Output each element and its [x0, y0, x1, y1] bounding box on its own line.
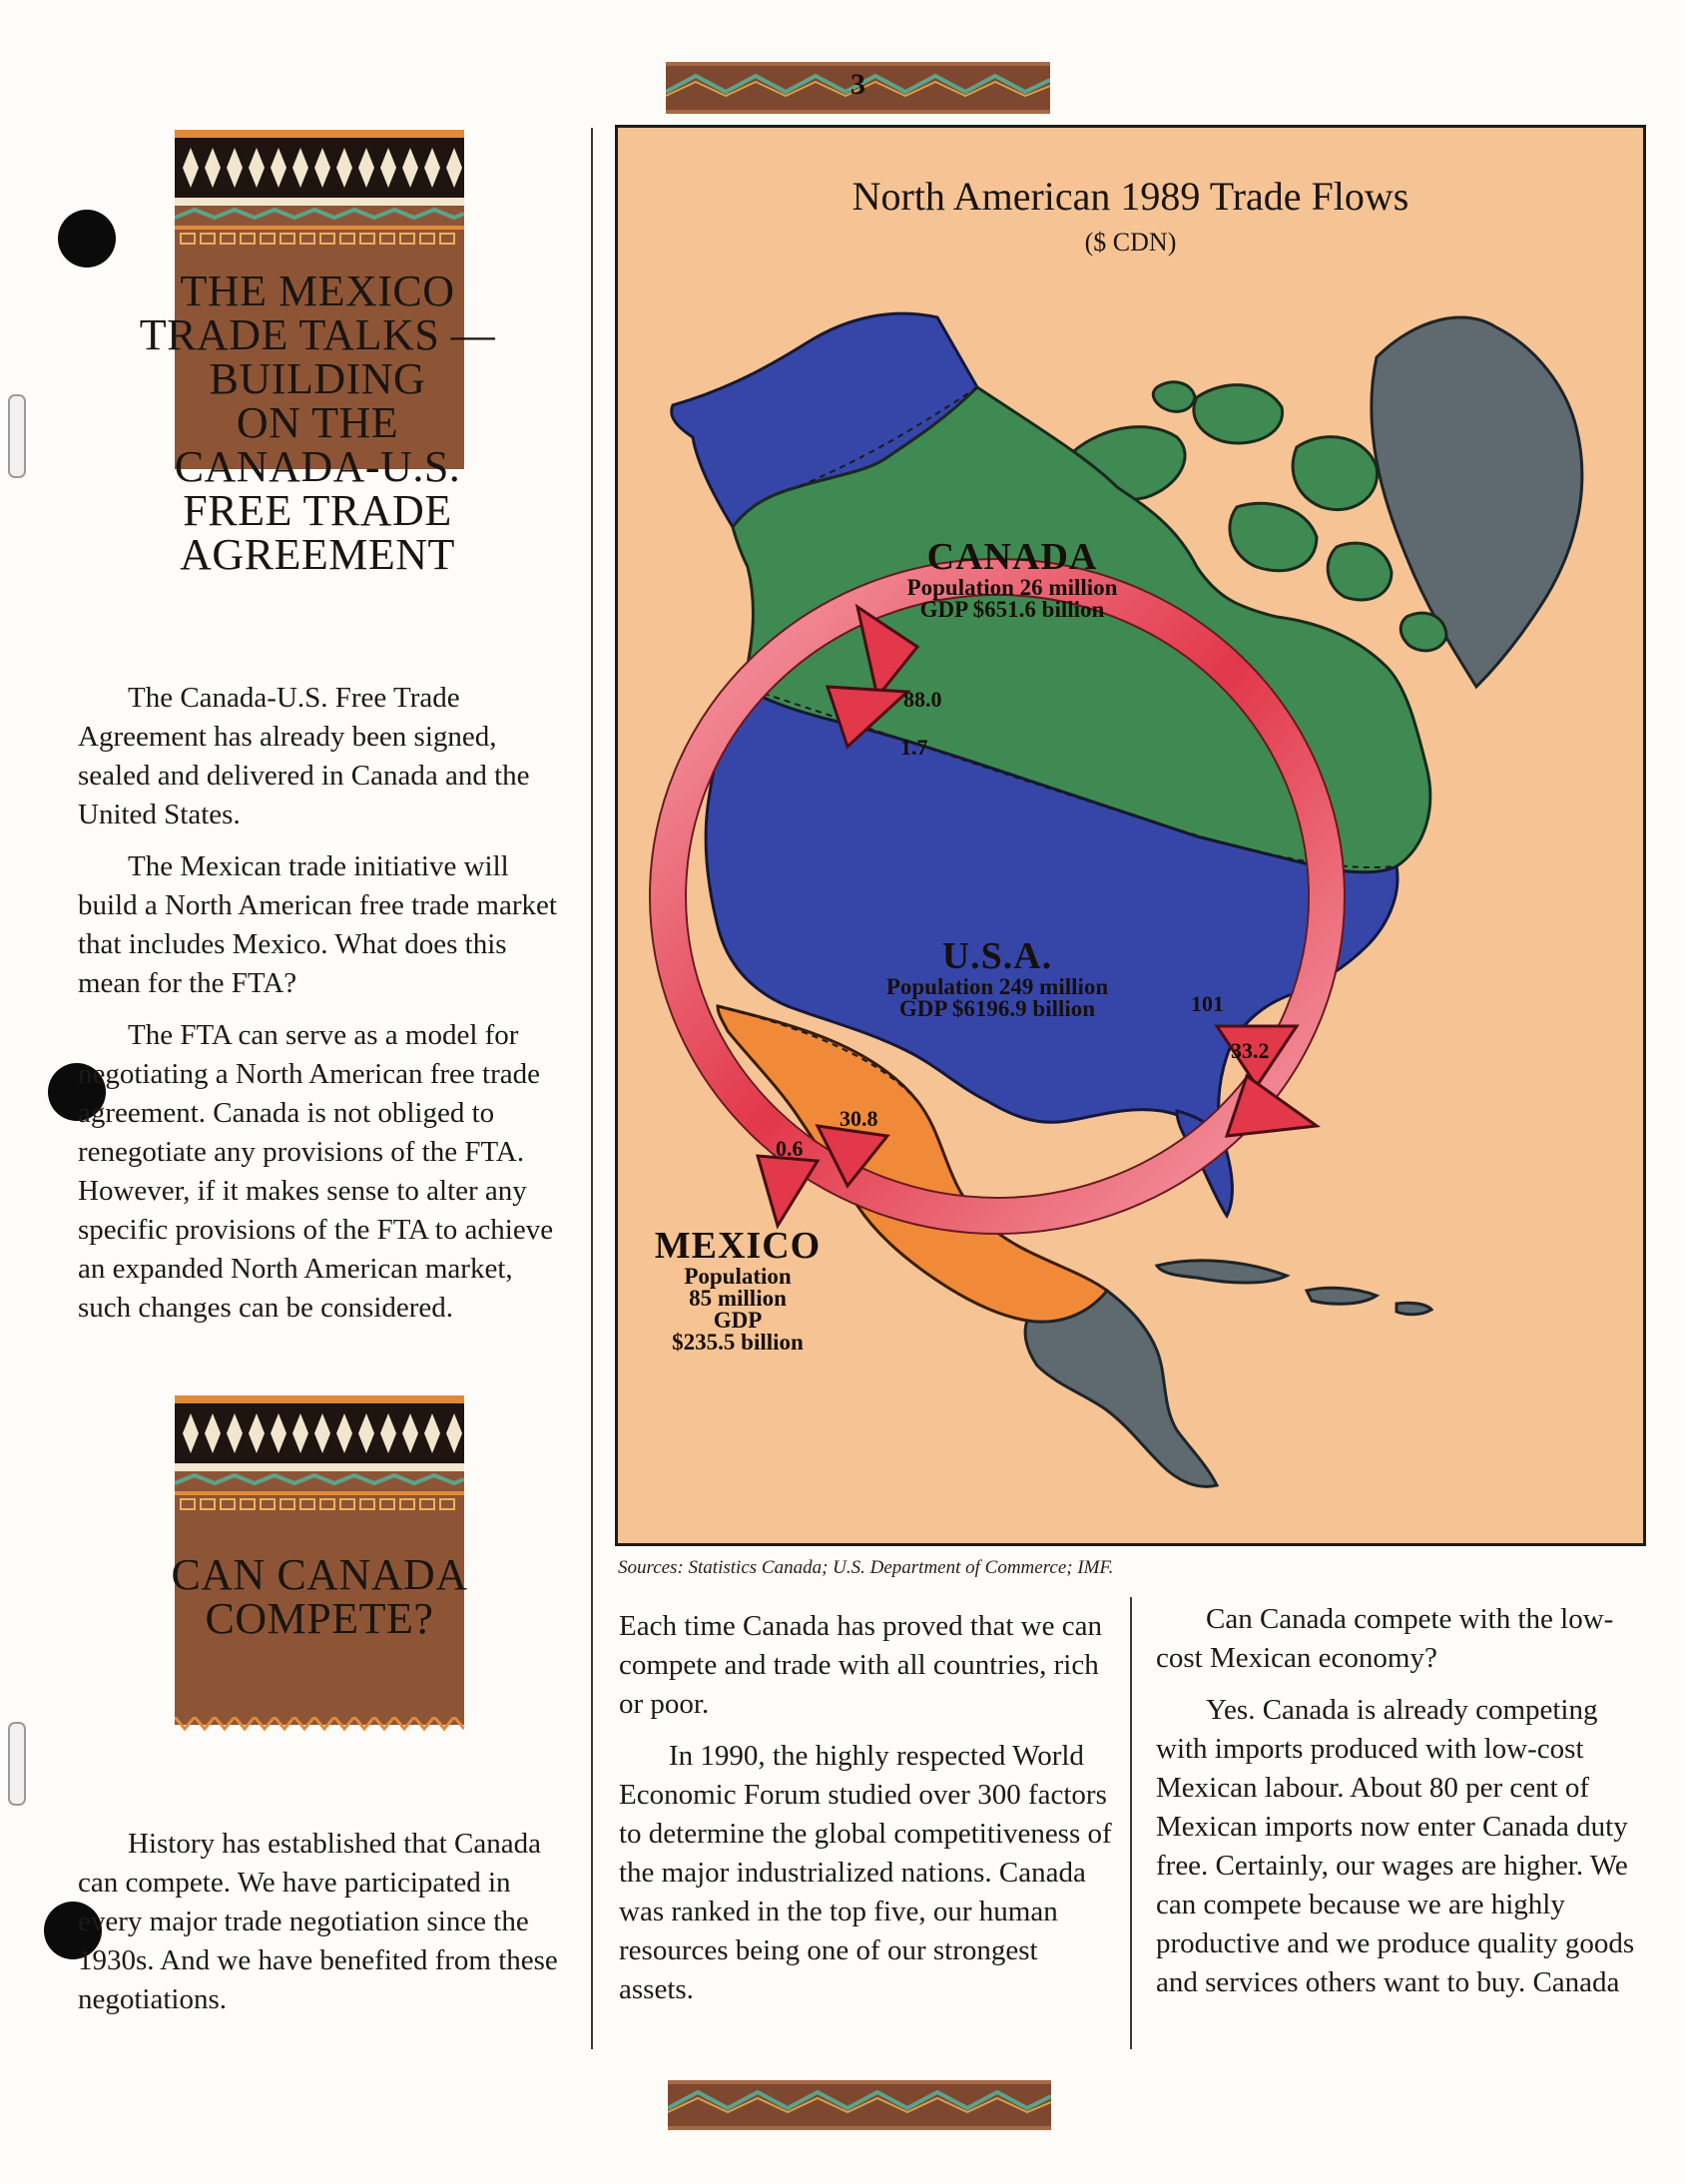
page-number-band	[666, 62, 1050, 114]
heading-line: AGREEMENT	[180, 530, 455, 579]
banner-ornament	[175, 1395, 464, 1505]
map-sources: Sources: Statistics Canada; U.S. Department of Commerce; IMF.	[618, 1557, 1114, 1578]
zigzag-edge-icon	[175, 1717, 464, 1733]
country-stat-line: Population	[684, 1264, 792, 1289]
heading-mexico-trade-talks	[88, 267, 547, 579]
banner-ornament	[175, 130, 464, 240]
country-name: U.S.A.	[941, 935, 1053, 977]
paragraph: Can Canada compete with the low-cost Mexican economy?	[1156, 1603, 1614, 1674]
flow-value-canada-to-usa: 101	[1191, 991, 1224, 1016]
heading-line: CANADA-U.S.	[174, 442, 461, 491]
country-name: CANADA	[926, 536, 1098, 578]
country-stat-line: 85 million	[689, 1286, 787, 1311]
flow-value-usa-to-mexico: 30.8	[840, 1106, 878, 1131]
paragraph: Each time Canada has proved that we can compete and trade with all countries, rich or poor.	[619, 1610, 1102, 1720]
column-divider-left	[591, 128, 593, 2049]
caribbean-islands-shape	[1157, 1261, 1431, 1315]
punch-hole-top	[58, 210, 116, 268]
heading-can-canada-compete	[120, 1550, 519, 1643]
central-america-shape	[1025, 1291, 1217, 1486]
flow-value-mexico-to-usa: 33.2	[1231, 1038, 1270, 1063]
heading-line: TRADE TALKS —	[139, 310, 496, 359]
page-number: 3	[850, 68, 865, 101]
binder-ring-bottom	[8, 1722, 26, 1806]
paragraph: The Mexican trade initiative will build a North American free trade market that includes Mexico. What does this mean for the FTA?	[78, 850, 557, 999]
right-column-text	[1156, 1600, 1650, 2015]
map-title: North American 1989 Trade Flows	[851, 174, 1409, 219]
left-section-2-text	[78, 1825, 567, 2032]
heading-line: FREE TRADE	[183, 486, 452, 535]
left-section-1-text	[78, 679, 559, 1341]
paragraph: History has established that Canada can compete. We have participated in every major trade negotiation since the 1930s. And we have benefited from these negotiations.	[78, 1828, 558, 2015]
paragraph: Yes. Canada is already competing with imports produced with low-cost Mexican labour. About 80 per cent of Mexican imports now enter Canada duty free. Certainly, our wages are higher. We can compete because we are highly productive and we produce quality goods and services others want to buy. Canada	[1156, 1694, 1635, 1998]
heading-line: CAN CANADA	[171, 1550, 468, 1599]
canada-label	[847, 537, 1177, 621]
heading-line: THE MEXICO	[180, 267, 455, 315]
column-divider-right	[1130, 1597, 1132, 2049]
country-population: Population 249 million	[885, 974, 1109, 999]
arrowhead-canada-to-mexico	[758, 1156, 818, 1226]
country-population: Population 26 million	[906, 575, 1118, 600]
zigzag-ornament-icon	[668, 2084, 1051, 2118]
flow-value-usa-to-canada: 88.0	[903, 687, 942, 712]
tribal-pattern-icon	[175, 130, 464, 248]
bottom-ornament-band	[668, 2080, 1051, 2130]
heading-line: ON THE	[236, 398, 399, 447]
mexico-label	[633, 1226, 843, 1354]
tribal-pattern-icon	[175, 1395, 464, 1513]
map-subtitle: ($ CDN)	[1084, 228, 1177, 257]
country-gdp: GDP $651.6 billion	[919, 597, 1105, 622]
country-gdp: GDP $6196.9 billion	[898, 996, 1096, 1021]
usa-label	[823, 936, 1172, 1020]
trade-flow-map	[615, 125, 1646, 1546]
heading-line: COMPETE?	[205, 1594, 434, 1643]
paragraph: The Canada-U.S. Free Trade Agreement has already been signed, sealed and delivered in Canada and the United States.	[78, 682, 530, 830]
paragraph: The FTA can serve as a model for negotiating a North American free trade agreement. Canada is not obliged to renegotiate any provisions of the FTA. However, if it makes sense to alter any specific provisions of the FTA to achieve an expanded North American market, such changes can be considered.	[78, 1019, 554, 1324]
flow-value-canada-to-mexico: 0.6	[776, 1136, 804, 1161]
middle-column-text	[619, 1607, 1118, 2022]
paragraph: In 1990, the highly respected World Economic Forum studied over 300 factors to determine the global competitiveness of the major industrialized nations. Canada was ranked in the top five, our human resources being one of our strongest assets.	[619, 1740, 1112, 2005]
heading-line: BUILDING	[209, 354, 426, 403]
country-stat-line: GDP	[713, 1308, 763, 1333]
country-name: MEXICO	[654, 1225, 822, 1267]
flow-value-mexico-to-canada: 1.7	[900, 735, 928, 760]
binder-ring-top	[8, 394, 26, 478]
country-stat-line: $235.5 billion	[672, 1330, 804, 1355]
